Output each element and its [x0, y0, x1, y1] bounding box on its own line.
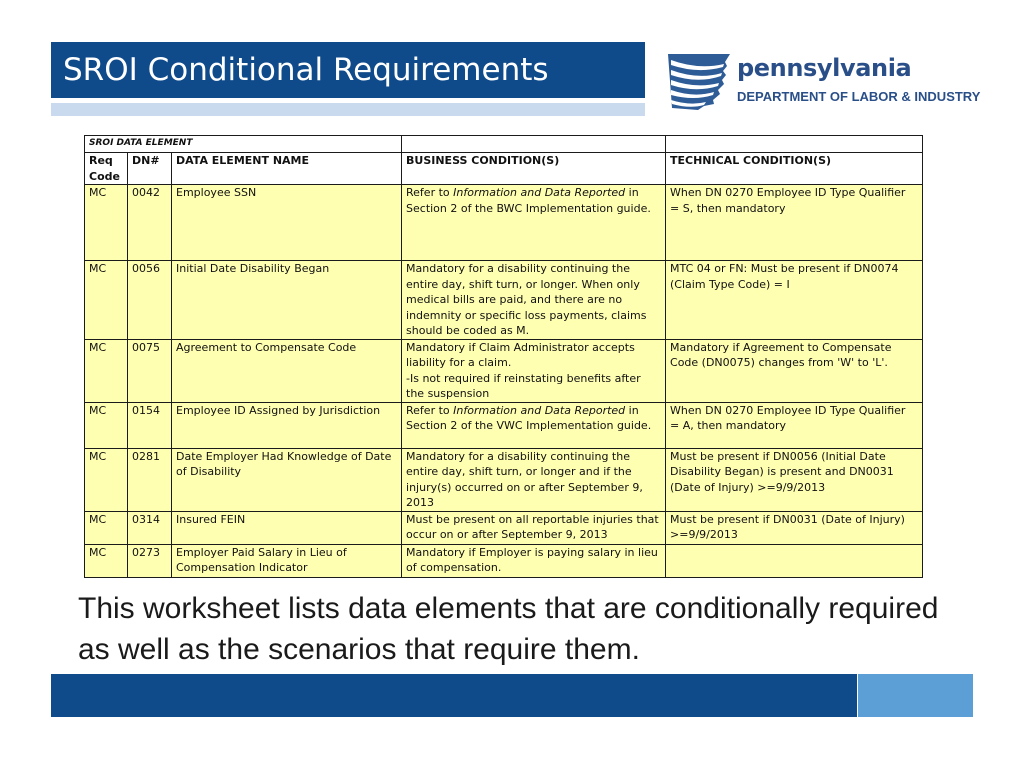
table-row	[85, 402, 923, 448]
slide-title-bar	[51, 42, 645, 98]
table-row	[85, 448, 923, 511]
bottom-bar-light	[858, 674, 973, 717]
business-condition-cell	[402, 339, 666, 402]
element-name-cell: Employee SSN	[172, 185, 402, 261]
business-condition-cell: Mandatory for a disability continuing the entire day, shift turn, or longer and if the injury(s) occurred on or after September 9, 2013	[402, 448, 666, 511]
business-text: Refer to	[406, 403, 454, 417]
technical-condition-cell	[666, 544, 923, 577]
element-name-cell: Insured FEIN	[172, 511, 402, 544]
req-code-cell: MC	[85, 544, 128, 577]
element-name-cell: Employee ID Assigned by Jurisdiction	[172, 402, 402, 448]
dn-cell: 0075	[128, 339, 172, 402]
req-code-cell: MC	[85, 402, 128, 448]
bottom-bar-dark	[51, 674, 857, 717]
slide-title: SROI Conditional Requirements	[63, 52, 549, 88]
header-dn: DN#	[128, 153, 172, 185]
table-row	[85, 511, 923, 544]
req-code-cell: MC	[85, 185, 128, 261]
technical-condition-cell: Must be present if DN0031 (Date of Injury) >=9/9/2013	[666, 511, 923, 544]
table-row	[85, 261, 923, 340]
business-condition-cell: Mandatory for a disability continuing the entire day, shift turn, or longer. When only medical bills are paid, and there are no indemnity or specific loss payments, claims should be coded as M.	[402, 261, 666, 340]
technical-condition-cell: When DN 0270 Employee ID Type Qualifier = S, then mandatory	[666, 185, 923, 261]
req-code-cell: MC	[85, 339, 128, 402]
business-text: in Section 2 of the VWC Implementation guide.	[406, 403, 652, 432]
table-cell	[402, 136, 666, 153]
business-condition-cell: Must be present on all reportable injuries that occur on or after September 9, 2013	[402, 511, 666, 544]
dn-cell: 0314	[128, 511, 172, 544]
req-code-cell: MC	[85, 261, 128, 340]
req-code-cell: MC	[85, 511, 128, 544]
keystone-logo-icon	[664, 46, 734, 112]
element-name-cell: Initial Date Disability Began	[172, 261, 402, 340]
business-reference-emphasis: Information and Data Reported	[453, 186, 626, 199]
section-label: SROI DATA ELEMENT	[85, 136, 402, 153]
element-name-cell: Agreement to Compensate Code	[172, 339, 402, 402]
business-condition-cell: Mandatory if Employer is paying salary in lieu of compensation.	[402, 544, 666, 577]
business-text: Mandatory if Claim Administrator accepts liability for a claim.	[406, 340, 635, 369]
table-row	[85, 185, 923, 261]
technical-condition-cell: Mandatory if Agreement to Compensate Code (DN0075) changes from 'W' to 'L'.	[666, 339, 923, 402]
req-code-cell: MC	[85, 448, 128, 511]
element-name-cell: Date Employer Had Knowledge of Date of Disability	[172, 448, 402, 511]
business-text: in Section 2 of the BWC Implementation guide.	[406, 186, 651, 215]
sroi-requirements-table	[84, 135, 923, 578]
logo-state-name: pennsylvania	[737, 54, 912, 82]
dn-cell: 0273	[128, 544, 172, 577]
header-req-code: Req Code	[85, 153, 128, 185]
technical-condition-cell: Must be present if DN0056 (Initial Date Disability Began) is present and DN0031 (Date of Injury) >=9/9/2013	[666, 448, 923, 511]
business-condition-cell	[402, 402, 666, 448]
technical-condition-cell: When DN 0270 Employee ID Type Qualifier = A, then mandatory	[666, 402, 923, 448]
table-header-row	[85, 153, 923, 185]
table-row	[85, 339, 923, 402]
dn-cell: 0281	[128, 448, 172, 511]
business-text: -Is not required if reinstating benefits after the suspension	[406, 371, 641, 400]
business-text: Refer to	[406, 186, 454, 199]
header-business: BUSINESS CONDITION(S)	[402, 153, 666, 185]
header-element-name: DATA ELEMENT NAME	[172, 153, 402, 185]
pa-labor-logo	[664, 44, 984, 116]
table-section-row	[85, 136, 923, 153]
business-condition-cell	[402, 185, 666, 261]
element-name-cell: Employer Paid Salary in Lieu of Compensation Indicator	[172, 544, 402, 577]
business-reference-emphasis: Information and Data Reported	[453, 403, 626, 417]
dn-cell: 0154	[128, 402, 172, 448]
slide-footer-text: This worksheet lists data elements that are conditionally required as well as the scenarios that require them.	[78, 592, 939, 666]
dn-cell: 0056	[128, 261, 172, 340]
table-cell	[666, 136, 923, 153]
technical-condition-cell: MTC 04 or FN: Must be present if DN0074 (Claim Type Code) = I	[666, 261, 923, 340]
header-technical: TECHNICAL CONDITION(S)	[666, 153, 923, 185]
logo-department: DEPARTMENT OF LABOR & INDUSTRY	[737, 89, 981, 104]
title-underline	[51, 103, 645, 116]
table-row	[85, 544, 923, 577]
dn-cell: 0042	[128, 185, 172, 261]
